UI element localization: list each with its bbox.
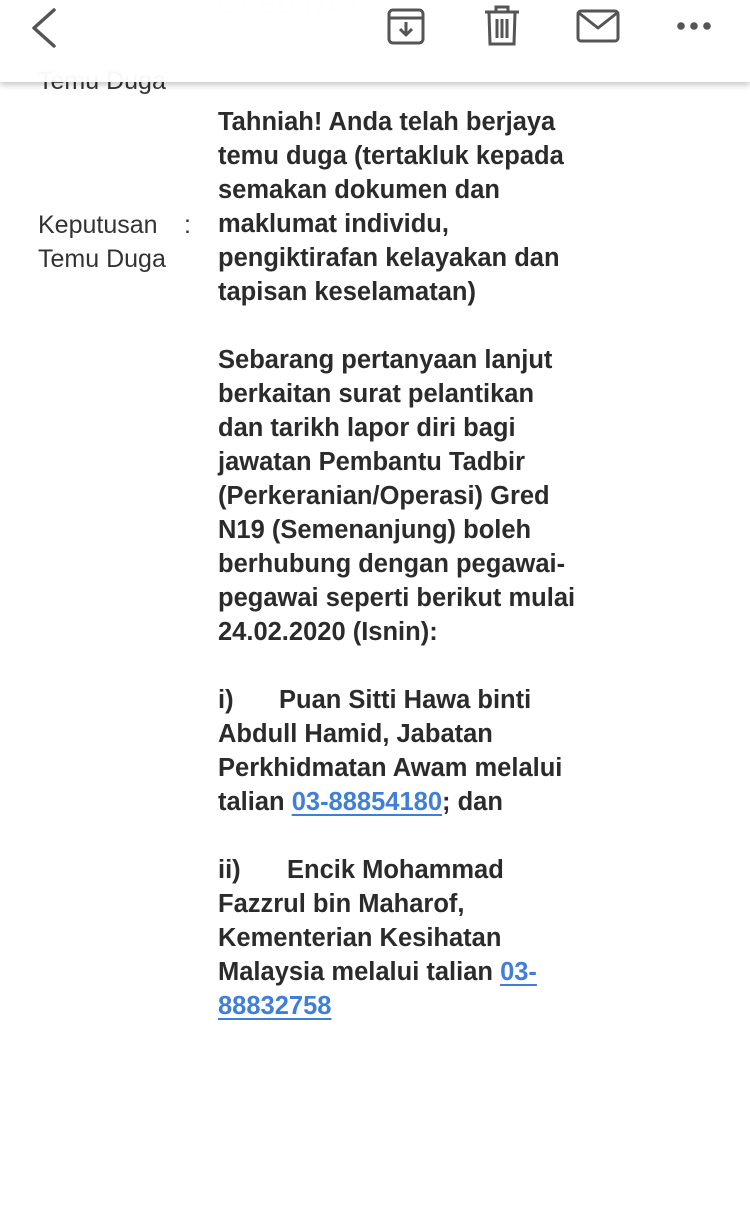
contact-number: ii) <box>218 856 241 884</box>
mail-toolbar <box>0 0 750 82</box>
contact-item <box>218 853 583 1023</box>
contact-suffix: ; dan <box>442 788 503 816</box>
inquiry-text: Sebarang pertanyaan lanjut berkaitan surat pelantikan dan tarikh lapor diri bagi jawatan Pembantu Tadbir (Perkeranian/Operasi) Gred N19 (Semenanjung) boleh berhubung dengan pegawai-pegawai seperti berikut mulai 24.02.2020 (Isnin): <box>218 346 576 646</box>
decision-label-line2: Temu Duga <box>38 245 166 273</box>
contact-text: Encik Mohammad Fazzrul bin Maharof, Kementerian Kesihatan Malaysia melalui talian <box>218 856 504 986</box>
mail-envelope-icon <box>575 8 621 44</box>
archive-download-icon <box>386 6 426 46</box>
phone-link[interactable]: 03-88832758 <box>218 958 537 1020</box>
congratulations-text: Tahniah! Anda telah berjaya temu duga (tertakluk kepada semakan dokumen dan maklumat individu, pengiktirafan kelayakan dan tapisan keselamatan) <box>218 108 564 306</box>
trash-icon <box>483 5 521 47</box>
contact-text: Puan Sitti Hawa binti Abdull Hamid, Jabatan Perkhidmatan Awam melalui talian <box>218 686 563 816</box>
more-dots-icon <box>674 16 714 36</box>
more-options-button[interactable] <box>674 16 714 36</box>
decision-content <box>218 105 583 1057</box>
contact-number: i) <box>218 686 234 714</box>
chevron-left-icon <box>26 6 66 50</box>
decision-label-line1: Keputusan <box>38 211 158 239</box>
delete-button[interactable] <box>483 5 521 47</box>
back-button[interactable] <box>26 6 66 50</box>
decision-colon: : <box>184 211 191 239</box>
decision-label <box>38 208 166 276</box>
contact-item <box>218 683 583 819</box>
phone-link[interactable]: 03-88854180 <box>291 788 443 816</box>
mark-mail-button[interactable] <box>575 8 621 44</box>
archive-button[interactable] <box>386 6 426 46</box>
